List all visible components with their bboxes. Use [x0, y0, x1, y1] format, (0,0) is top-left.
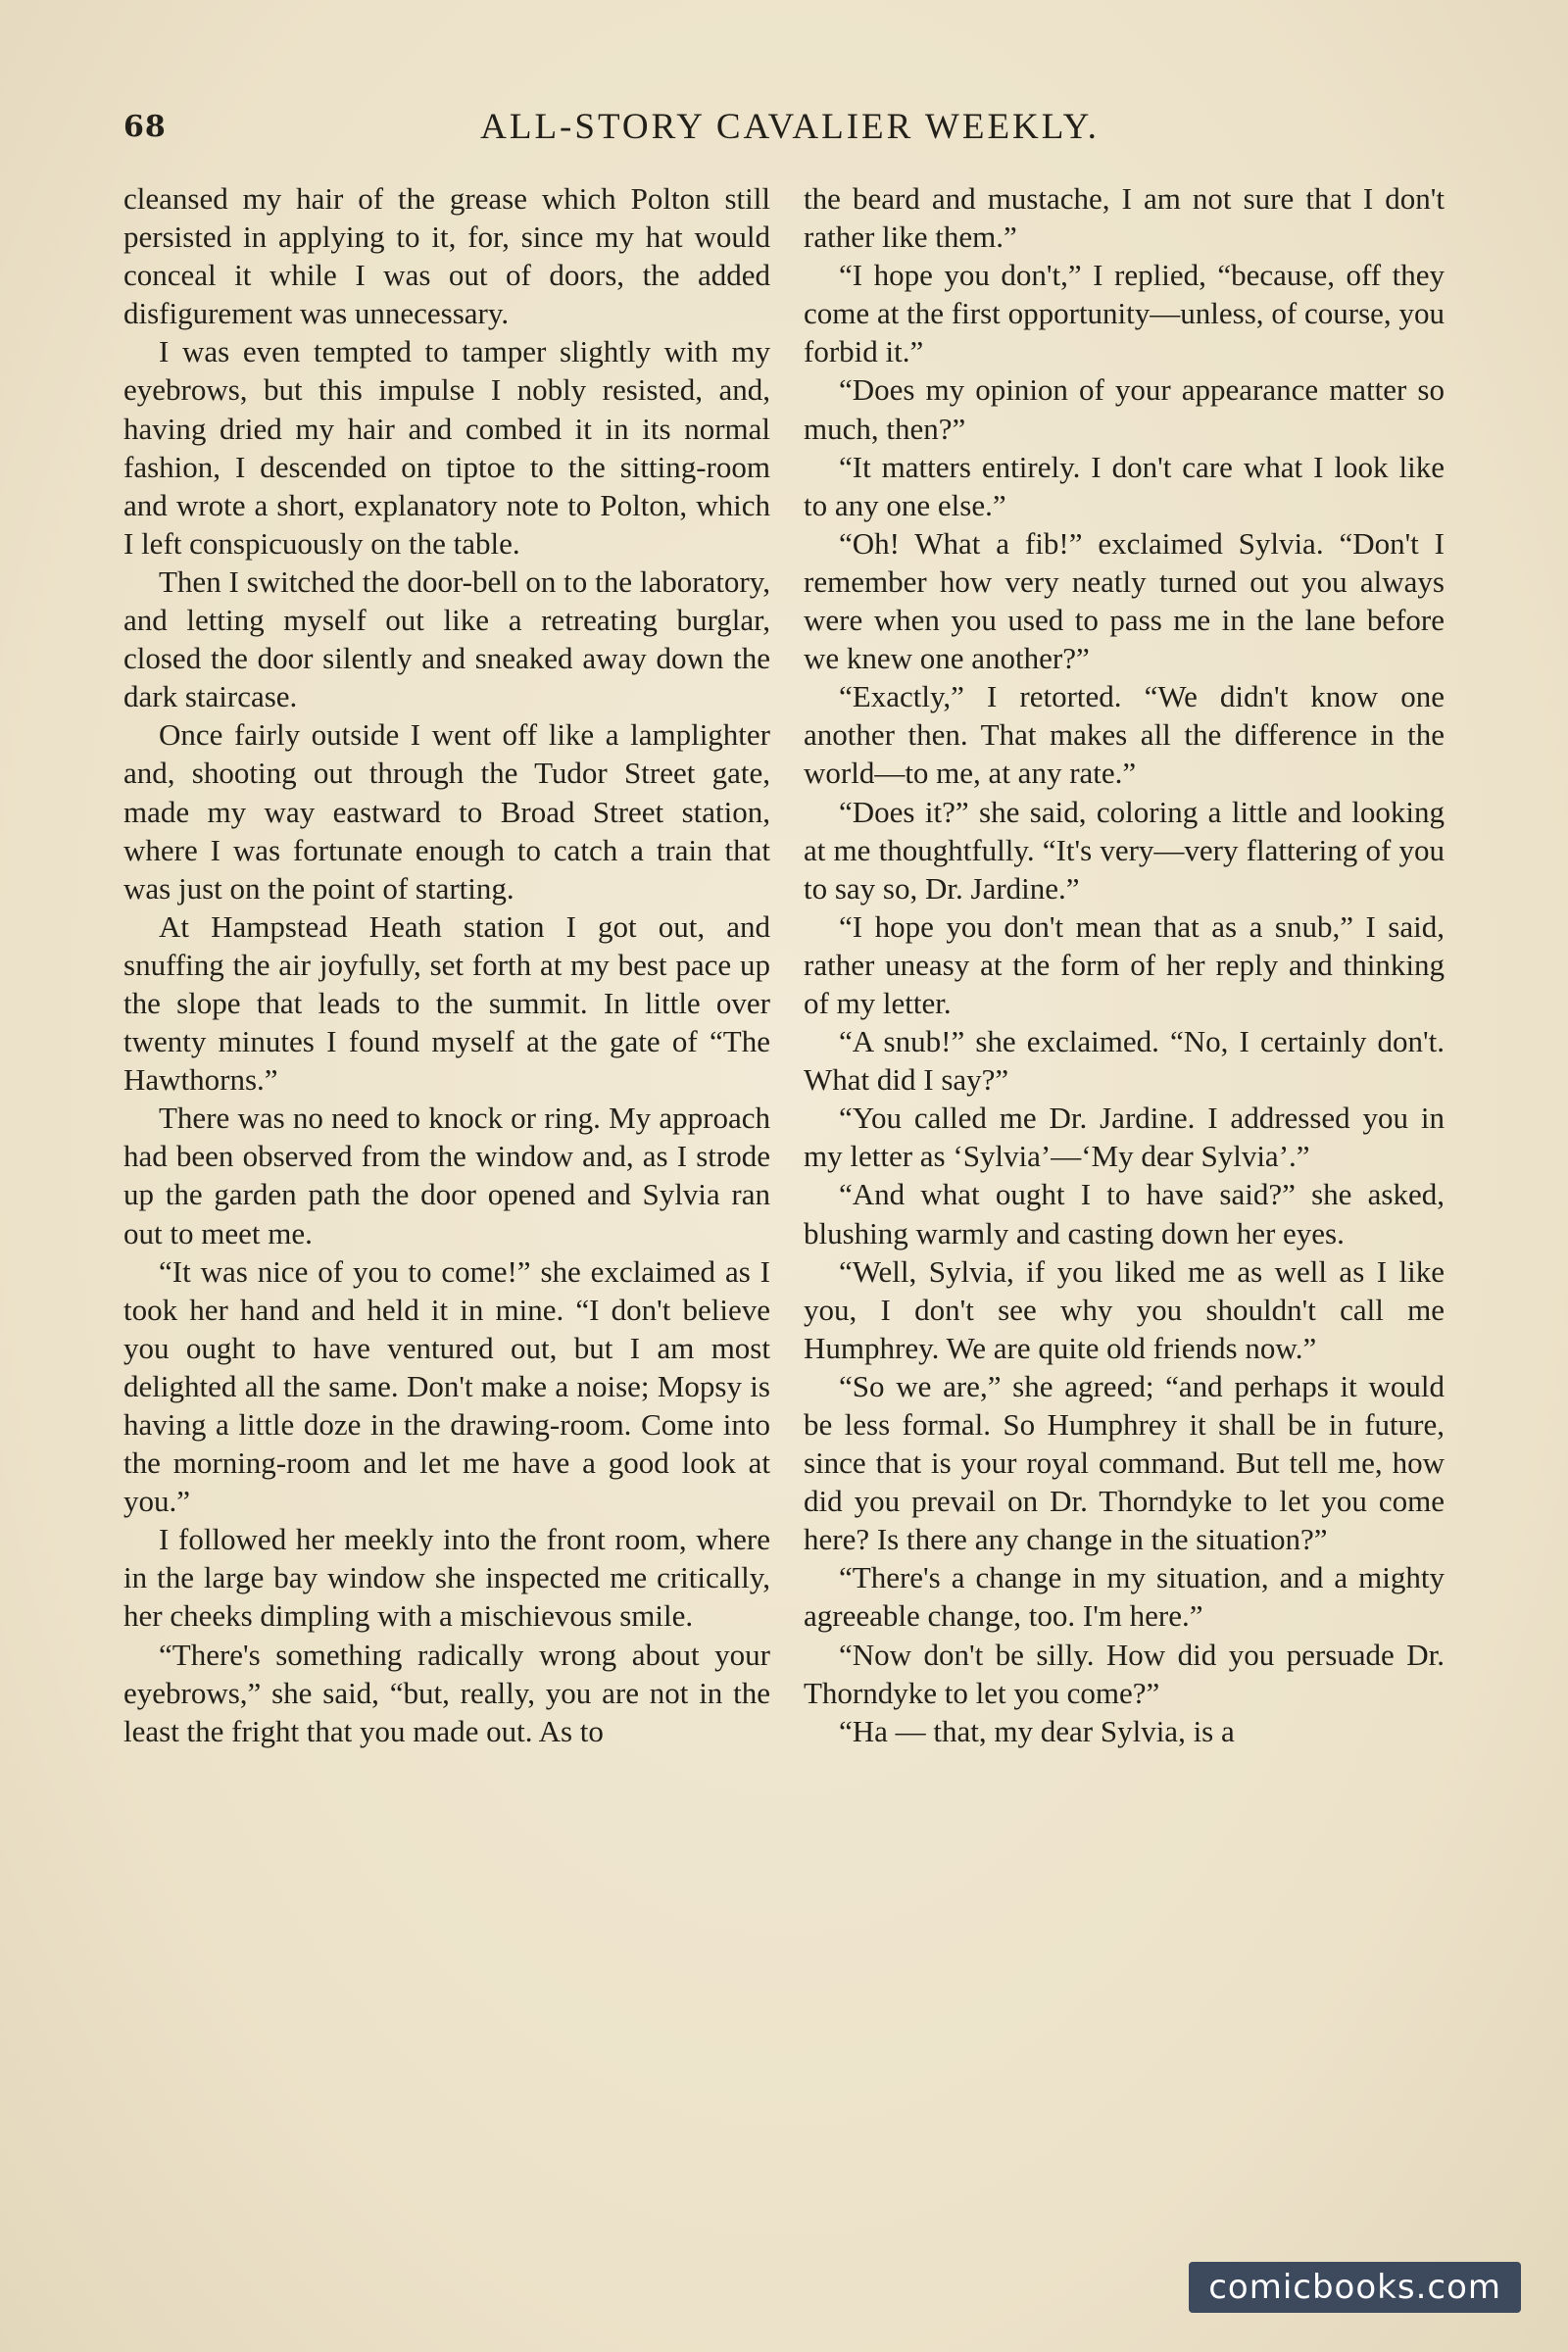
watermark-logo: comicbooks.com [1189, 2262, 1521, 2313]
page-header [123, 100, 1456, 159]
paragraph: “A snub!” she exclaimed. “No, I certainly don't. What did I say?” [804, 1024, 1445, 1098]
paragraph: “Oh! What a fib!” exclaimed Sylvia. “Don't I remember how very neatly turned out you always were when you used to pass me in the lane before we knew one another?” [804, 525, 1445, 676]
paragraph: Then I switched the door-bell on to the laboratory, and letting myself out like a retreating burglar, closed the door silently and sneaked away down the dark staircase. [123, 564, 770, 714]
running-title: ALL-STORY CAVALIER WEEKLY. [480, 107, 1100, 147]
paragraph: cleansed my hair of the grease which Polton still persisted in applying to it, for, since my hat would conceal it while I was out of doors, the added disfigurement was unnecessary. [123, 181, 770, 331]
paragraph: “It matters entirely. I don't care what I look like to any one else.” [804, 449, 1445, 522]
paragraph: At Hampstead Heath station I got out, and snuffing the air joyfully, set forth at my best pace up the slope that leads to the summit. In little over twenty minutes I found myself at the gate of “The Hawthorns.” [123, 908, 770, 1098]
left-column [123, 179, 770, 1750]
paragraph: There was no need to knock or ring. My approach had been observed from the window and, as I strode up the garden path the door opened and Sylvia ran out to meet me. [123, 1101, 770, 1250]
paragraph: “I hope you don't mean that as a snub,” I said, rather uneasy at the form of her reply and thinking of my letter. [804, 908, 1445, 1020]
paragraph: “Does it?” she said, coloring a little and looking at me thoughtfully. “It's very—very flattering of you to say so, Dr. Jardine.” [804, 794, 1445, 906]
paragraph: I followed her meekly into the front room, where in the large bay window she inspected me critically, her cheeks dimpling with a mischievous smile. [123, 1522, 770, 1634]
page-number: 68 [123, 110, 167, 144]
paragraph: “Does my opinion of your appearance matter so much, then?” [804, 372, 1445, 446]
paragraph: “Now don't be silly. How did you persuade Dr. Thorndyke to let you come?” [804, 1637, 1445, 1710]
paragraph: “I hope you don't,” I replied, “because, off they come at the first opportunity—unless, of course, you forbid it.” [804, 258, 1445, 369]
paragraph: “Ha — that, my dear Sylvia, is a [839, 1713, 1235, 1748]
paragraph: “And what ought I to have said?” she asked, blushing warmly and casting down her eyes. [804, 1177, 1445, 1250]
paragraph: “There's something radically wrong about your eyebrows,” she said, “but, really, you are not in the least the fright that you made out. As to [123, 1637, 770, 1748]
right-column [804, 179, 1445, 1750]
paragraph: “You called me Dr. Jardine. I addressed you in my letter as ‘Sylvia’—‘My dear Sylvia’.” [804, 1101, 1445, 1174]
paragraph: the beard and mustache, I am not sure that I don't rather like them.” [804, 181, 1445, 255]
paragraph: “It was nice of you to come!” she exclaimed as I took her hand and held it in mine. “I don't believe you ought to have ventured out, but I am most delighted all the same. Don't make a noise; Mopsy is having a little doze in the drawing-room. Come into the morning-room and let me have a good look at you.” [123, 1253, 770, 1519]
paragraph: “So we are,” she agreed; “and perhaps it would be less formal. So Humphrey it shall be in future, since that is your royal command. But tell me, how did you prevail on Dr. Thorndyke to let you come here? Is there any change in the situation?” [804, 1368, 1445, 1557]
paragraph: I was even tempted to tamper slightly with my eyebrows, but this impulse I nobly resisted, and, having dried my hair and combed it in its normal fashion, I descended on tiptoe to the sitting-room and wrote a short, explanatory note to Polton, which I left conspicuously on the table. [123, 334, 770, 561]
paragraph: Once fairly outside I went off like a lamplighter and, shooting out through the Tudor Street gate, made my way eastward to Broad Street station, where I was fortunate enough to catch a train that was just on the point of starting. [123, 717, 770, 906]
paragraph: “Exactly,” I retorted. “We didn't know one another then. That makes all the difference in the world—to me, at any rate.” [804, 679, 1445, 791]
paragraph: “Well, Sylvia, if you liked me as well as I like you, I don't see why you shouldn't call me Humphrey. We are quite old friends now.” [804, 1253, 1445, 1365]
paragraph: “There's a change in my situation, and a mighty agreeable change, too. I'm here.” [804, 1560, 1445, 1634]
